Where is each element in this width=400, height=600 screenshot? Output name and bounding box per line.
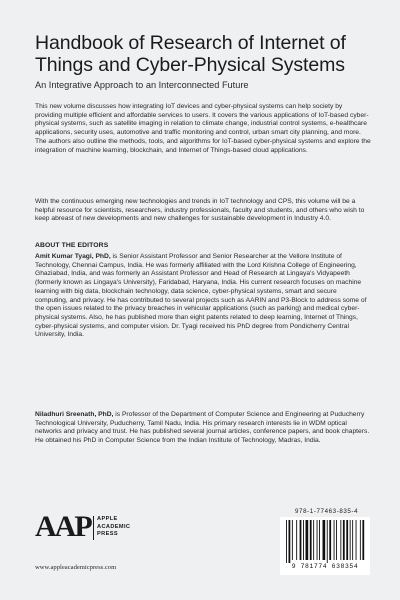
book-title: Handbook of Research of Internet of Things and Cyber-Physical Systems [35, 32, 346, 76]
isbn-number: 978-1-77463-835-4 [295, 508, 359, 515]
isbn-barcode [280, 517, 370, 575]
book-subtitle: An Integrative Approach to an Interconnected Future [35, 80, 249, 90]
about-editors-heading: ABOUT THE EDITORS [35, 242, 109, 249]
publisher-name-line-3: PRESS [97, 531, 118, 538]
editor-name-1: Amit Kumar Tyagi, PhD, [35, 253, 111, 260]
publisher-name-line-1: APPLE [97, 516, 118, 522]
description-paragraph-1: This new volume discusses how integrating IoT devices and cyber-physical systems can help society by providing multiple efficient and affordable services to users. It covers the various applications of IoT-based cyber-physical systems, such as satellite imaging in relation to climate change, industrial control systems, e-healthcare applications, security uses, automotive and traffic monitoring and control, urban smart city planning, and more. The authors also outline the methods, tools, and algorithms for IoT-based cyber-physical systems and explore the integration of machine learning, blockchain, and Internet of Things-based cloud applications. [35, 103, 371, 154]
editor-bio-1 [35, 253, 371, 340]
publisher-name [97, 516, 130, 539]
publisher-logo [35, 512, 155, 562]
editor-name-2: Niladhuri Sreenath, PhD, [35, 411, 114, 418]
barcode-digits: 9 781774 638354 [291, 563, 359, 570]
description-paragraph-2: With the continuous emerging new technologies and trends in IoT technology and CPS, this volume will be a helpful resource for scientists, researchers, industry professionals, faculty and students, and others who wish to keep abreast of new developments and new challenges for sustainable development in Industry 4.0. [35, 198, 365, 223]
publisher-website: www.appleacademicpress.com [35, 564, 117, 571]
editor-bio-text-1: is Senior Assistant Professor and Senior Researcher at the Vellore Institute of Technology, Chennai Campus, India. He was formerly affiliated with the Lord Krishna College of Engineering, Ghaziabad, India, and was formerly an Assistant Professor and Head of Research at Lingaya's Vidyapeeth (formerly known as Lingaya's University), Faridabad, Haryana, India. His current research focuses on machine learning with big data, blockchain technology, data science, cyber-physical systems, smart and secure computing, and privacy. He has contributed to several projects such as AARIN and P3-Block to address some of the open issues related to the privacy breaches in vehicular applications (such as parking) and medical cyber-physical systems. Also, he has published more than eight patents related to deep learning, Internet of Things, cyber-physical systems, and computer vision. Dr. Tyagi received his PhD degree from Pondicherry Central University, India. [35, 253, 367, 339]
publisher-name-line-2: ACADEMIC [97, 523, 131, 530]
editor-bio-text-2: is Professor of the Department of Computer Science and Engineering at Puducherry Technological University, Puducherry, Tamil Nadu, India. His primary research interests lie in WDM optical networks and privacy and trust. He has published several journal articles, conference papers, and book chapters. He obtained his PhD in Computer Science from the Indian Institute of Technology, Madras, India. [35, 411, 370, 445]
publisher-logo-mark: AAP [35, 510, 91, 543]
editor-bio-2 [35, 411, 371, 446]
publisher-logo-divider [93, 516, 94, 540]
barcode-bars [280, 517, 370, 563]
